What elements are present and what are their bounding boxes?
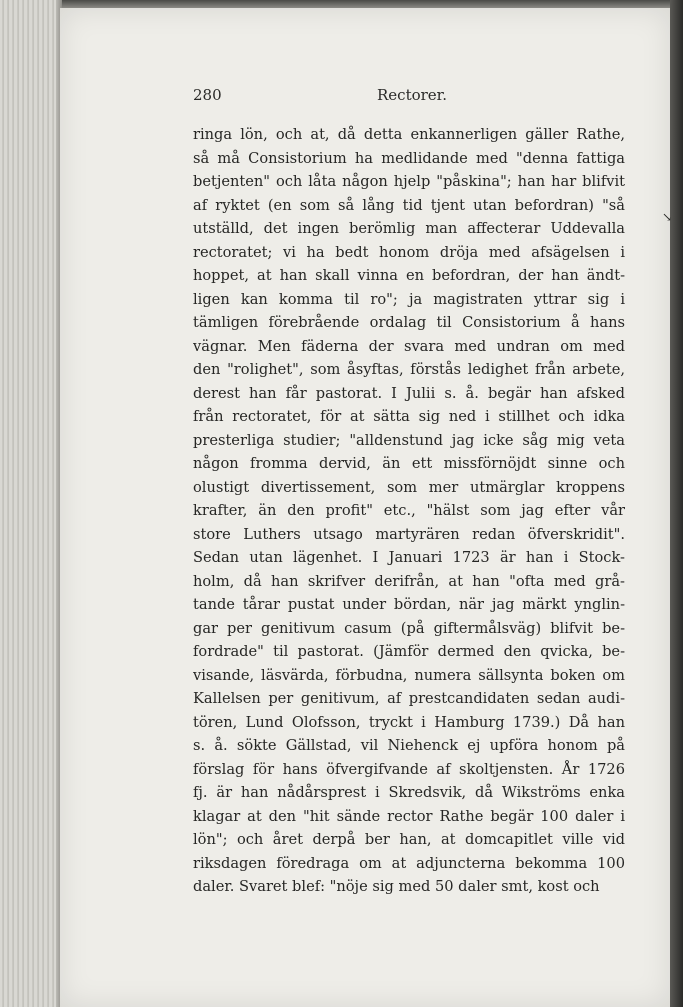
text-line: betjenten" och låta någon hjelp "påskina"; han har blifvit xyxy=(193,173,625,190)
text-line: s. å. sökte Gällstad, vil Niehenck ej upföra honom på xyxy=(193,737,625,754)
text-line: rectoratet; vi ha bedt honom dröja med afsägelsen i xyxy=(193,243,625,261)
text-line: riksdagen föredraga om at adjuncterna bekomma 100 xyxy=(193,854,625,872)
text-line: utställd, det ingen berömlig man affecterar Uddevalla xyxy=(193,220,625,237)
text-line: fordrade" til pastorat. (Jämför dermed den qvicka, be- xyxy=(193,643,625,660)
text-line: fj. är han nådårsprest i Skredsvik, då Wikströms enka xyxy=(193,784,625,801)
top-page-edge xyxy=(0,0,683,8)
margin-mark: ↘ xyxy=(662,210,673,224)
text-line: store Luthers utsago martyrären redan öfverskridit". xyxy=(193,525,625,543)
text-line: någon fromma dervid, än ett missförnöjdt sinne och xyxy=(193,455,625,472)
text-line: klagar at den "hit sände rector Rathe begär 100 daler i xyxy=(193,807,625,825)
text-line: visande, läsvärda, förbudna, numera sällsynta boken om xyxy=(193,666,625,684)
text-line: gar per genitivum casum (på giftermålsväg) blifvit be- xyxy=(193,619,625,637)
running-title: Rectorer. xyxy=(377,86,447,104)
text-line: holm, då han skrifver derifrån, at han "ofta med grå- xyxy=(193,572,625,590)
text-line: presterliga studier; "alldenstund jag icke såg mig veta xyxy=(193,431,625,449)
text-line: af ryktet (en som så lång tid tjent utan befordran) "så xyxy=(193,196,625,214)
page-header xyxy=(193,86,625,108)
text-line: lön"; och året derpå ber han, at domcapitlet ville vid xyxy=(193,831,625,848)
text-line: krafter, än den profit" etc., "hälst som jag efter vår xyxy=(193,502,625,519)
text-line: Kallelsen per genitivum, af prestcandidaten sedan audi- xyxy=(193,690,625,707)
text-line: tören, Lund Olofsson, tryckt i Hamburg 1739.) Då han xyxy=(193,713,625,731)
text-line: så må Consistorium ha medlidande med "denna fattiga xyxy=(193,149,625,167)
text-line: tämligen förebrående ordalag til Consistorium å hans xyxy=(193,314,625,331)
right-page-edge xyxy=(670,0,683,1007)
body-text xyxy=(193,123,625,899)
text-line: förslag för hans öfvergifvande af skoltjensten. År 1726 xyxy=(193,760,625,778)
text-line: derest han får pastorat. I Julii s. å. begär han afsked xyxy=(193,384,625,402)
text-line: ringa lön, och at, då detta enkannerligen gäller Rathe, xyxy=(193,126,625,143)
text-line: den "rolighet", som åsyftas, förstås ledighet från arbete, xyxy=(193,361,625,378)
text-line: daler. Svaret blef: "nöje sig med 50 daler smt, kost och xyxy=(193,878,600,895)
text-line: olustigt divertissement, som mer utmärglar kroppens xyxy=(193,478,625,496)
text-line: hoppet, at han skall vinna en befordran, der han ändt- xyxy=(193,267,625,284)
text-line: vägnar. Men fäderna der svara med undran om med xyxy=(193,337,625,355)
text-line: tande tårar pustat under bördan, när jag märkt ynglin- xyxy=(193,596,625,613)
book-page-edges xyxy=(0,0,62,1007)
text-line: Sedan utan lägenhet. I Januari 1723 är han i Stock- xyxy=(193,549,625,566)
page-number: 280 xyxy=(193,86,222,104)
text-line: från rectoratet, för at sätta sig ned i stillhet och idka xyxy=(193,408,625,425)
text-line: ligen kan komma til ro"; ja magistraten yttrar sig i xyxy=(193,290,625,308)
